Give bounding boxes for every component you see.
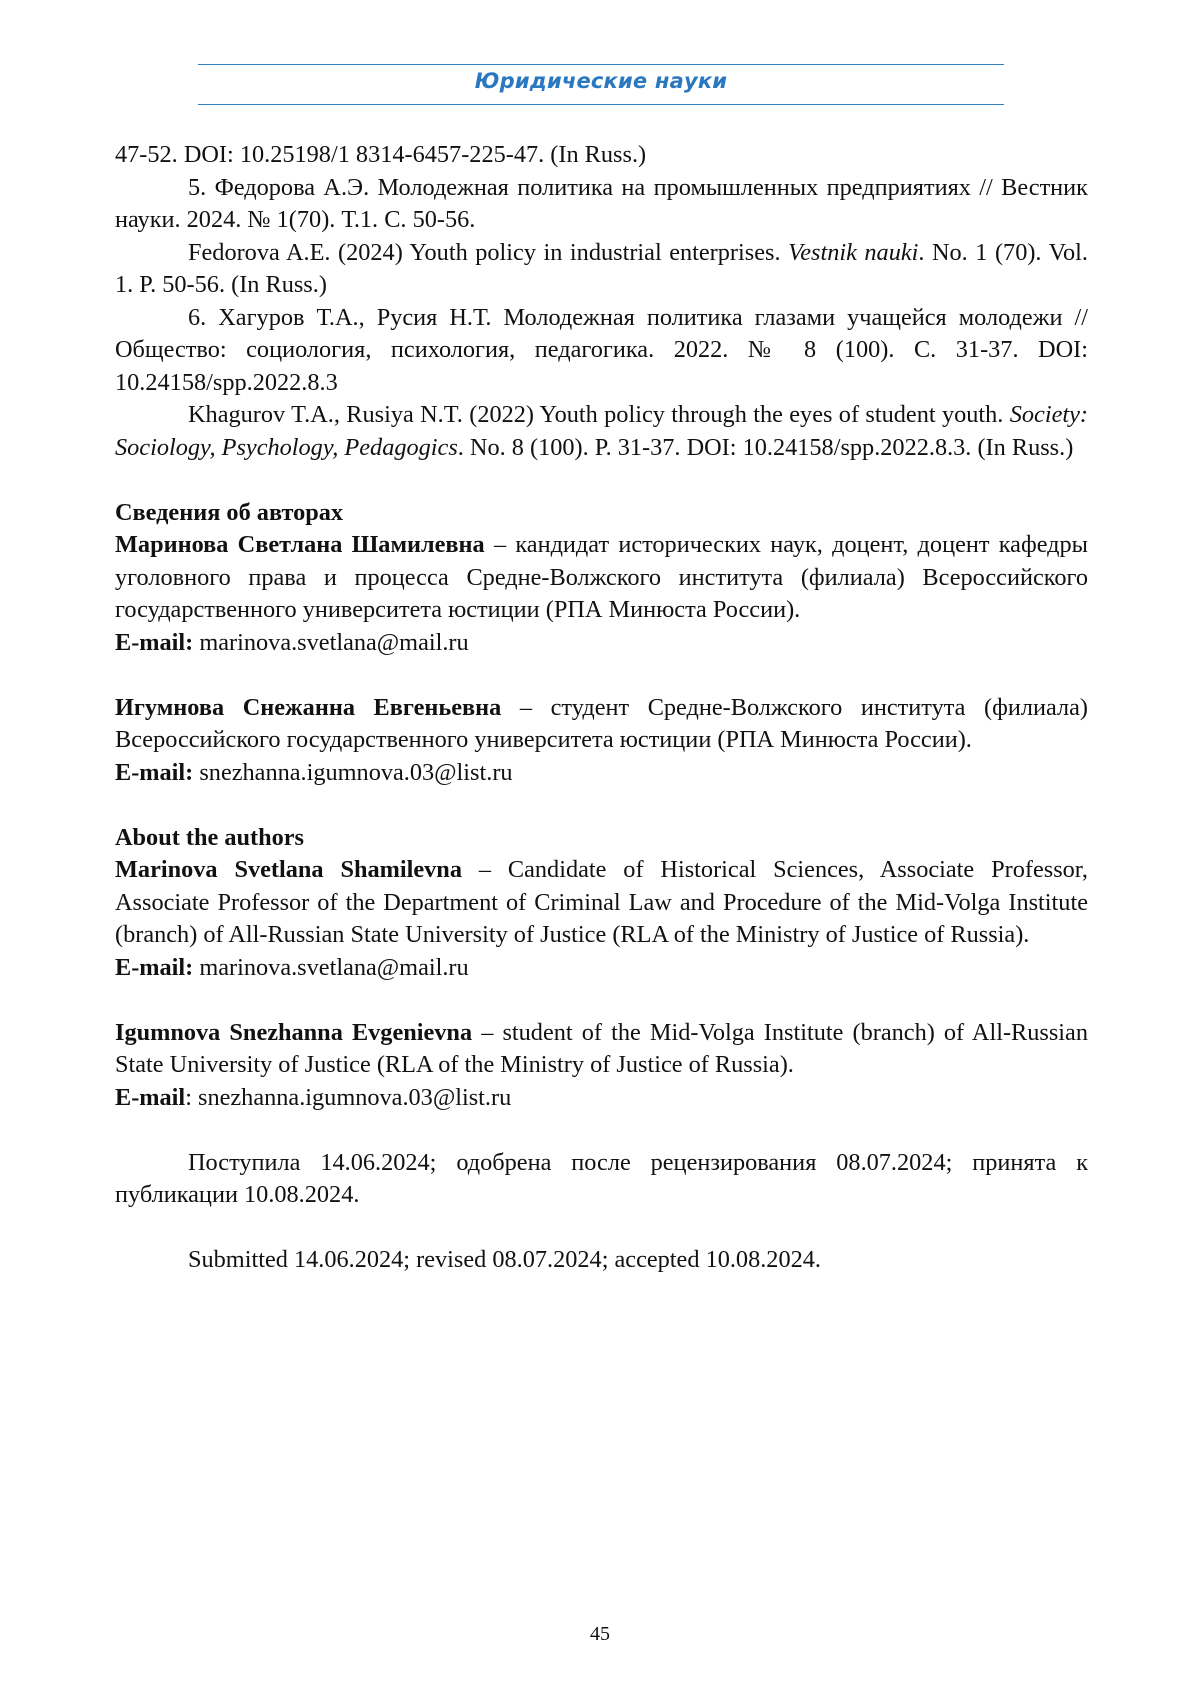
spacer	[115, 464, 1088, 497]
author-en-1-email: marinova.svetlana@mail.ru	[193, 953, 469, 981]
email-label: E-mail:	[115, 758, 194, 786]
author-en-2	[115, 1017, 1088, 1082]
email-label: E-mail	[115, 1083, 186, 1111]
author-en-1	[115, 854, 1088, 952]
reference-6-en-text: Khagurov T.A., Rusiya N.T. (2022) Youth policy through the eyes of student youth.	[188, 401, 1010, 428]
author-ru-2-name: Игумнова Снежанна Евгеньевна	[115, 693, 502, 721]
spacer	[115, 1212, 1088, 1245]
journal-section-title: Юридические науки	[474, 69, 728, 93]
author-en-2-description: – student of the Mid-Volga Institute (branch) of All-Russian State University of Justice (RLA of the Ministry of Justice of Russia).	[115, 1018, 1088, 1078]
author-ru-1	[115, 529, 1088, 627]
author-en-2-email-line	[115, 1082, 1088, 1115]
spacer	[115, 789, 1088, 822]
author-ru-1-email-line	[115, 627, 1088, 660]
email-label: E-mail:	[115, 953, 194, 981]
submission-dates-ru: Поступила 14.06.2024; одобрена после рецензирования 08.07.2024; принята к публикации 10.08.2024.	[115, 1148, 1088, 1208]
author-ru-2-description: – студент Средне-Волжского института (филиала) Всероссийского государственного университета юстиции (РПА Минюста России).	[115, 693, 1088, 753]
reference-5-en	[115, 237, 1088, 302]
reference-5-ru: 5. Федорова А.Э. Молодежная политика на промышленных предприятиях // Вестник науки. 2024. № 1(70). Т.1. С. 50-56.	[115, 173, 1088, 233]
reference-6-en-details: . No. 8 (100). P. 31-37. DOI: 10.24158/spp.2022.8.3. (In Russ.)	[457, 433, 1074, 461]
submission-dates-en: Submitted 14.06.2024; revised 08.07.2024; accepted 10.08.2024.	[188, 1246, 821, 1273]
author-en-1-name: Marinova Svetlana Shamilevna	[115, 856, 462, 883]
author-ru-1-email: marinova.svetlana@mail.ru	[193, 628, 469, 656]
authors-en-heading: About the authors	[115, 823, 305, 851]
reference-5-en-details: . No. 1 (70). Vol. 1. P. 50-56. (In Russ.)	[115, 238, 1088, 298]
author-en-2-name: Igumnova Snezhanna Evgenievna	[115, 1018, 473, 1046]
reference-5-en-text: Fedorova A.E. (2024) Youth policy in industrial enterprises.	[188, 238, 789, 266]
reference-5-en-journal: Vestnik nauki	[788, 238, 919, 266]
header-rule-bottom	[198, 104, 1004, 105]
spacer	[115, 1114, 1088, 1147]
author-ru-2	[115, 692, 1088, 757]
author-en-1-description: – Candidate of Historical Sciences, Associate Professor, Associate Professor of the Department of Criminal Law and Procedure of the Mid-Volga Institute (branch) of All-Russian State University of Justice (RLA of the Ministry of Justice of Russia).	[115, 856, 1088, 948]
spacer	[115, 984, 1088, 1017]
author-en-1-email-line	[115, 952, 1088, 985]
page-number: 45	[590, 1623, 610, 1645]
email-label: E-mail:	[115, 628, 194, 656]
author-ru-1-name: Маринова Светлана Шамилевна	[115, 531, 485, 558]
reference-continuation: 47-52. DOI: 10.25198/1 8314-6457-225-47. (In Russ.)	[115, 141, 647, 168]
reference-6-en-journal: Society: Sociology, Psychology, Pedagogics	[115, 401, 1088, 461]
reference-6-ru: 6. Хагуров Т.А., Русия Н.Т. Молодежная политика глазами учащейся молодежи // Общество: социология, психология, педагогика. 2022. № 8 (100). С. 31-37. DOI: 10.24158/spp.2022.8.3	[115, 303, 1088, 396]
page-content	[115, 139, 1088, 1277]
spacer	[115, 659, 1088, 692]
author-ru-2-email-line	[115, 757, 1088, 790]
reference-6-en	[115, 399, 1088, 464]
header-rule-top	[198, 64, 1004, 65]
author-ru-2-email: snezhanna.igumnova.03@list.ru	[193, 758, 513, 786]
author-ru-1-description: – кандидат исторических наук, доцент, доцент кафедры уголовного права и процесса Средне-Волжского института (филиала) Всероссийского государственного университета юстиции (РПА Минюста России).	[115, 531, 1088, 623]
author-en-2-email: : snezhanna.igumnova.03@list.ru	[185, 1083, 512, 1111]
authors-ru-heading: Сведения об авторах	[115, 498, 344, 526]
